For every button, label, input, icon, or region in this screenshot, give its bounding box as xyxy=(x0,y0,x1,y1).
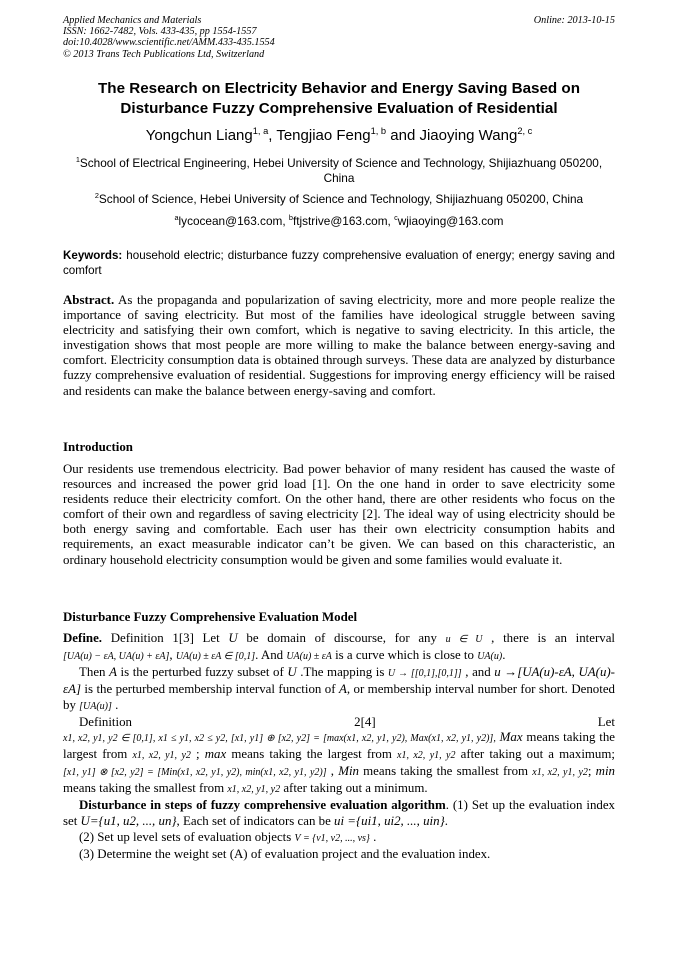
email-line xyxy=(63,214,615,229)
email-c-mark: c xyxy=(394,213,398,223)
text-run: Definition 1[3] Let xyxy=(102,631,229,645)
math-curve: UA(u) ± εA xyxy=(286,650,332,662)
text-run: means taking the largest from xyxy=(63,730,615,762)
author-1: Yongchun Liang xyxy=(145,127,253,144)
definition-1 xyxy=(63,631,615,665)
text-run: . xyxy=(369,829,377,844)
introduction-text: Our residents use tremendous electricity. Bad power behavior of many resident has caused the waste of resources and increased the power grid load [1]. On the one hand in order to save electricity some residents reduce their electricity comfort. On the other hand, there are other residents who focus on the comfort of their own and regardless of saving electricity [2]. The ideal way of using electricity should be both energy saving and comfortable. Each user has their own electricity consumption habits and requirements, an exact measurable indicator can’t be given. We can based on this characteristic, an ordinary household electricity consumption would be given and some families would evaluate it. xyxy=(63,462,615,567)
title-line-1: The Research on Electricity Behavior and Energy Saving Based on xyxy=(98,80,580,97)
math-set: x1, x2, y1, y2 xyxy=(132,750,191,762)
symbol-min: Min xyxy=(338,764,359,779)
text-run: after taking out a minimum. xyxy=(280,781,428,796)
keywords-label: Keywords: xyxy=(63,249,123,262)
journal-name: Applied Mechanics and Materials xyxy=(63,15,202,26)
abstract xyxy=(63,293,615,399)
symbol-max-2: max xyxy=(204,747,227,762)
author-2: Tengjiao Feng xyxy=(276,127,371,144)
step-3: (3) Determine the weight set (A) of evaluation project and the evaluation index. xyxy=(79,846,491,861)
affiliation-2 xyxy=(63,192,615,207)
issn-line: ISSN: 1662-7482, Vols. 433-435, pp 1554-1557 xyxy=(63,26,257,38)
steps-label: Disturbance in steps of fuzzy comprehensive evaluation algorithm xyxy=(79,798,446,813)
text-run: . xyxy=(444,813,448,828)
email-c: wjiaoying@163.com xyxy=(397,214,504,228)
math-otimes: [x1, y1] ⊗ [x2, y2] = [Min(x1, x2, y1, y2), min(x1, x2, y1, y2)] xyxy=(63,767,327,779)
keywords-text: household electric; disturbance fuzzy comprehensive evaluation of energy; energy saving and comfort xyxy=(63,249,615,277)
definition-2-let: Let xyxy=(597,714,615,729)
math-set: x1, x2, y1, y2 xyxy=(397,750,456,762)
email-b-mark: b xyxy=(288,213,293,223)
affiliation-1-mark: 1 xyxy=(75,155,80,165)
definition-1-cont xyxy=(63,665,615,715)
math-index-set: U={u1, u2, ..., un} xyxy=(80,813,177,828)
abstract-label: Abstract. xyxy=(63,293,115,307)
text-run: be domain of discourse, for any xyxy=(237,631,446,645)
text-run: is the perturbed membership interval function of xyxy=(80,681,339,696)
model-heading: Disturbance Fuzzy Comprehensive Evaluation Model xyxy=(63,610,358,624)
text-run: . (1) Set up the evaluation index set xyxy=(63,798,615,828)
copyright-line: © 2013 Trans Tech Publications Ltd, Switzerland xyxy=(63,48,265,60)
online-date: Online: 2013-10-15 xyxy=(533,15,615,26)
definition-2-label: Definition xyxy=(79,714,132,729)
email-a-mark: a xyxy=(174,213,179,223)
author-list xyxy=(63,126,615,146)
introduction-heading: Introduction xyxy=(63,440,133,454)
math-mapping-2: u →[UA(u)-εA, UA(u)-εA] xyxy=(63,664,615,696)
paper-title xyxy=(63,79,615,119)
text-run: is the perturbed fuzzy subset of xyxy=(116,664,288,679)
model-section xyxy=(63,631,615,863)
math-u-in-u: u ∈ U xyxy=(445,634,483,645)
math-close: UA(u) xyxy=(477,650,503,662)
author-3: Jiaoying Wang xyxy=(419,127,518,144)
step-2 xyxy=(63,830,615,847)
affiliation-1 xyxy=(63,156,615,186)
symbol-max: Max xyxy=(499,730,523,745)
email-a: lycocean@163.com, xyxy=(178,214,289,228)
affiliation-2-text: School of Science, Hebei University of Science and Technology, Shijiazhuang 050200, China xyxy=(98,192,584,206)
math-indicator-set: ui ={ui1, ui2, ..., uin} xyxy=(334,813,445,828)
title-line-2: Disturbance Fuzzy Comprehensive Evaluation of Residential xyxy=(120,100,558,117)
text-run: . And xyxy=(255,647,287,662)
math-mapping: U → [[0,1],[0,1]] xyxy=(387,667,462,679)
text-run: , there is an interval xyxy=(482,631,616,645)
math-denote: [UA(u)] xyxy=(79,700,112,712)
text-run: ; xyxy=(190,747,205,762)
text-run: is a curve which is close to xyxy=(331,647,478,662)
math-level-set: V = {v1, v2, ..., vs} xyxy=(294,832,370,844)
text-run: means taking the smallest from xyxy=(358,764,533,779)
author-1-affil: 1, a xyxy=(252,126,269,136)
math-interval: [UA(u) − εA, UA(u) + εA] xyxy=(63,650,170,662)
math-range: UA(u) ± εA ∈ [0,1] xyxy=(175,650,256,662)
text-run: , xyxy=(169,647,176,662)
text-run: , xyxy=(326,764,339,779)
text-run: , Each set of indicators can be xyxy=(176,813,335,828)
text-run: , or membership interval number for short. Denoted by xyxy=(63,681,615,712)
definition-2-header xyxy=(63,715,615,731)
text-run: (2) Set up level sets of evaluation objects xyxy=(79,829,295,844)
text-run: means taking the smallest from xyxy=(63,781,228,796)
keywords xyxy=(63,248,615,278)
text-run: means taking the largest from xyxy=(226,747,398,762)
math-set: x1, x2, y1, y2 xyxy=(532,767,588,779)
author-3-affil: 2, c xyxy=(517,126,533,136)
author-sep-2: and xyxy=(386,127,420,144)
author-2-affil: 1, b xyxy=(370,126,387,136)
affiliation-1-text: School of Electrical Engineering, Hebei University of Science and Technology, Shijiazhuang 050200, China xyxy=(79,156,603,185)
affiliation-2-mark: 2 xyxy=(94,191,99,201)
doi-line: doi:10.4028/www.scientific.net/AMM.433-435.1554 xyxy=(63,37,275,49)
math-set: x1, x2, y1, y2 xyxy=(227,784,281,796)
symbol-min-2: min xyxy=(595,764,615,779)
symbol-a: A xyxy=(109,664,117,679)
text-run: Then xyxy=(79,664,110,679)
definition-2-ref: 2[4] xyxy=(354,714,376,729)
math-oplus: x1, x2, y1, y2 ∈ [0,1], x1 ≤ y1, x2 ≤ y2, [x1, y1] ⊕ [x2, y2] = [max(x1, x2, y1, y2), Max(x1, x2, y1, y2)], xyxy=(63,733,496,745)
text-run: after taking out a maximum; xyxy=(455,747,615,762)
text-run: , and xyxy=(461,664,495,679)
journal-header xyxy=(63,15,615,60)
define-label: Define. xyxy=(63,631,103,645)
email-b: ftjstrive@163.com, xyxy=(292,214,395,228)
symbol-a: A xyxy=(338,681,347,696)
algorithm-steps xyxy=(63,798,615,830)
text-run: . xyxy=(502,647,506,662)
author-sep-1: , xyxy=(268,127,277,144)
text-run: .The mapping is xyxy=(296,664,388,679)
text-run: ; xyxy=(587,764,596,779)
symbol-u: U xyxy=(228,631,238,645)
text-run: . xyxy=(111,697,119,712)
symbol-u: U xyxy=(287,664,297,679)
definition-2 xyxy=(63,730,615,798)
abstract-text: As the propaganda and popularization of saving electricity, more and more people realize the importance of saving electricity. But most of the families have ideological struggle between saving electricity and satisfying their own comfort, which is negative to saving electricity. In this article, the investigation shows that most people are more willing to make the balance between energy-saving and comfort. Electricity consumption data is obtained through surveys. These data are analyzed by disturbance fuzzy comprehensive evaluation of residential. Suggestions for improving energy efficiency will be raised and residents can make the balance between energy-saving and comfort. xyxy=(63,293,615,398)
